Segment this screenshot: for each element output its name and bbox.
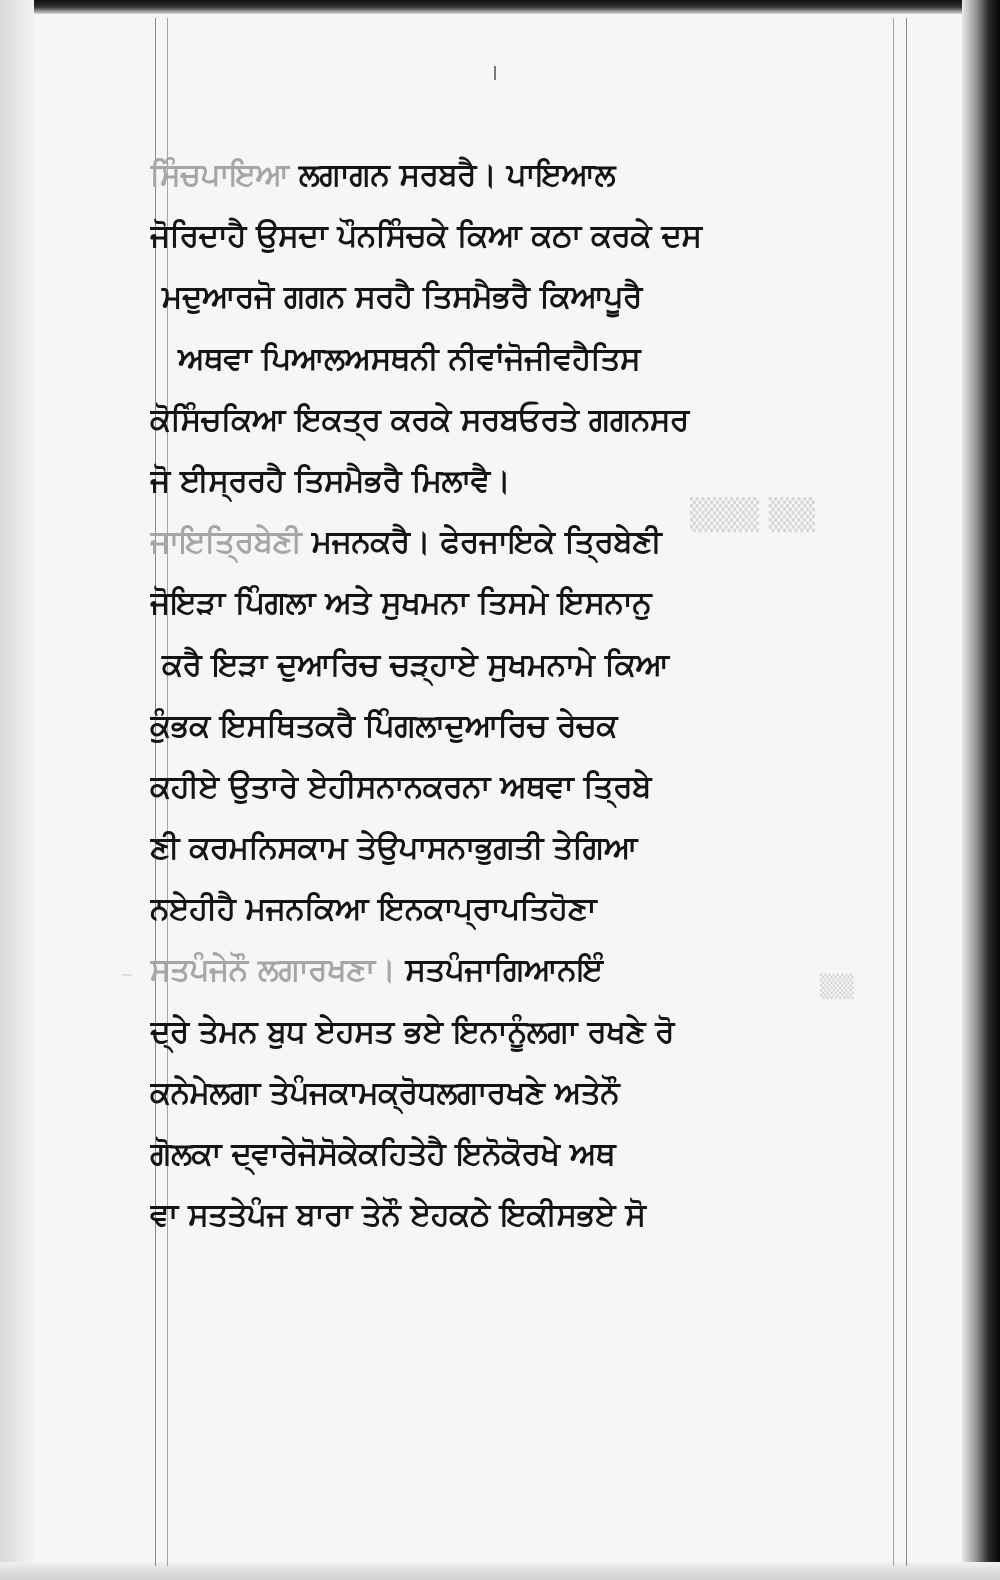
line-text: ਣੀ ਕਰਮਨਿਸਕਾਮ ਤੇਉਪਾਸਨਾਭੁਗਤੀ ਤੇਗਿਆ <box>150 830 637 867</box>
manuscript-line <box>150 390 906 451</box>
line-text: ਮਦੁਆਰਜੋ ਗਗਨ ਸਰਹੈ ਤਿਸਮੈਭਰੈ ਕਿਆਪੂਰੈ <box>162 279 642 316</box>
manuscript-line <box>150 573 906 634</box>
manuscript-line <box>150 635 906 696</box>
scan-edge-bottom <box>0 1562 1000 1580</box>
manuscript-line <box>150 329 906 390</box>
bleed-through-mark: ∼ <box>120 965 134 984</box>
margin-rule-right-outer <box>906 18 907 1566</box>
rubric-heading: ਸਤਪੰਜੇਨੌ ਲਗਾਰਖਣਾ। <box>150 952 396 989</box>
bleed-through-mark: ▒▒▒ ▒▒ <box>690 498 815 533</box>
line-text: ਲਗਾਗਨ ਸਰਬਰੈ। ਪਾਇਆਲ <box>288 157 616 193</box>
line-text: ਕੁੰਭਕ ਇਸਥਿਤਕਰੈ ਪਿੰਗਲਾਦੁਆਰਿਚ ਰੇਚਕ <box>150 707 618 744</box>
manuscript-line <box>150 818 906 879</box>
manuscript-line <box>150 206 906 267</box>
line-text: ਕਨੇਮੇਲਗਾ ਤੇਪੰਜਕਾਮਕ੍ਰੋਧਲਗਾਰਖਣੇ ਅਤੇਨੌ <box>150 1074 620 1111</box>
manuscript-line <box>150 1124 906 1185</box>
line-text: ਸਤਪੰਜਾਗਿਆਨਇੰ <box>395 952 603 989</box>
manuscript-line <box>150 1063 906 1124</box>
scan-edge-left <box>0 0 34 1580</box>
manuscript-line <box>150 451 906 512</box>
line-text: ਕਰੈ ਇੜਾ ਦੁਆਰਿਚ ਚੜ੍ਹਾਏ ਸੁਖਮਨਾਮੇ ਕਿਆ <box>162 646 669 683</box>
manuscript-line <box>150 940 906 1001</box>
manuscript-line <box>150 1002 906 1063</box>
rubric-heading: ਜਾਇਤ੍ਰਿਬੇਣੀ <box>150 524 302 561</box>
line-text: ਅਥਵਾ ਪਿਆਲਅਸਥਨੀ ਨੀਵਾਂਜੋਜੀਵਹੈਤਿਸ <box>178 340 641 377</box>
manuscript-line <box>150 879 906 940</box>
line-text: ਨਏਹੀਹੈ ਮਜਨਕਿਆ ਇਨਕਾਪ੍ਰਾਪਤਿਹੋਣਾ <box>150 891 597 928</box>
line-text: ਕੋਸਿੰਚਕਿਆ ਇਕਤ੍ਰ ਕਰਕੇ ਸਰਬਓਰਤੇ ਗਗਨਸਰ <box>150 401 689 438</box>
line-text: ਦ੍ਰੇ ਤੇਮਨ ਬੁਧ ਏਹਸਤ ਭਏ ਇਨਾਨੂੰਲਗਾ ਰਖਣੇ ਰੋ <box>150 1013 675 1050</box>
manuscript-line <box>150 1185 906 1246</box>
manuscript-line <box>150 757 906 818</box>
manuscript-line <box>150 512 906 573</box>
line-text: ਵਾ ਸਤਤੇਪੰਜ ਬਾਰਾ ਤੇਨੌ ਏਹਕਠੇ ਇਕੀਸਭਏ ਸੋ <box>150 1197 646 1234</box>
manuscript-text-block <box>150 145 906 1246</box>
scan-edge-right <box>962 0 1000 1580</box>
line-text: ਕਹੀਏ ਉਤਾਰੇ ਏਹੀਸਨਾਨਕਰਨਾ ਅਥਵਾ ਤ੍ਰਿਬੇ <box>150 768 651 805</box>
scan-edge-top <box>0 0 1000 14</box>
manuscript-line <box>150 267 906 328</box>
line-text: ਜੋ ਈਸ੍ਰਰਹੈ ਤਿਸਮੈਭਰੈ ਮਿਲਾਵੈ। <box>150 462 511 499</box>
rubric-heading: ਸਿੰਚਪਾਇਆ <box>150 157 289 193</box>
bleed-through-mark: ▒▒ <box>820 975 854 1000</box>
manuscript-line <box>150 145 906 206</box>
manuscript-line <box>150 696 906 757</box>
line-text: ਜੋਰਿਦਾਹੈ ਉਸਦਾ ਪੌਨਸਿੰਚਕੇ ਕਿਆ ਕਠਾ ਕਰਕੇ ਦਸ <box>150 218 702 255</box>
top-tick-mark <box>494 66 496 80</box>
line-text: ਮਜਨਕਰੈ। ਫੇਰਜਾਇਕੇ ਤ੍ਰਿਬੇਣੀ <box>301 524 662 561</box>
line-text: ਜੋਇੜਾ ਪਿੰਗਲਾ ਅਤੇ ਸੁਖਮਨਾ ਤਿਸਮੇ ਇਸਨਾਨੁ <box>150 585 652 622</box>
line-text: ਗੋਲਕਾ ਦ੍ਵਾਰੇਜੋਸੋਕੇਕਹਿਤੇਹੈ ਇਨੋਕੋਰਖੇ ਅਥ <box>150 1136 616 1172</box>
